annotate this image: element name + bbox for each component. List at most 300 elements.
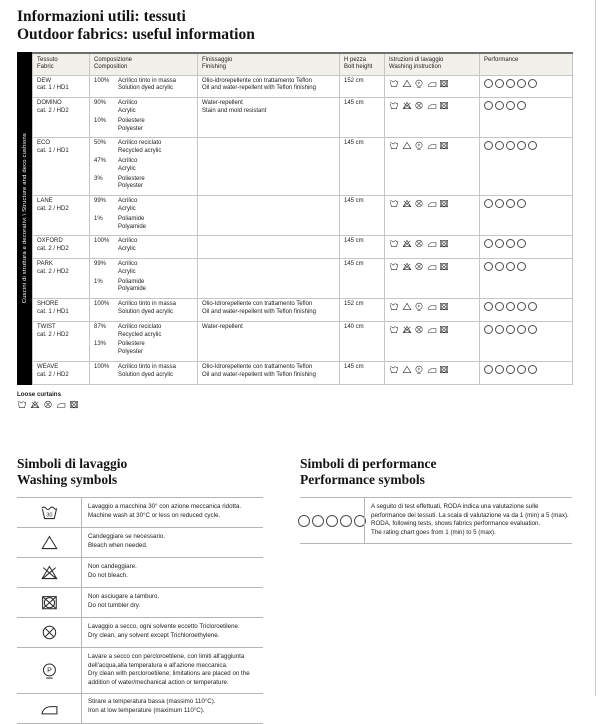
composition-names [118,176,193,192]
rating-circle-icon [495,325,504,334]
composition-cell [90,321,198,361]
bolt-height-cell: 145 cm [340,138,385,196]
composition-item [94,341,193,357]
washing-symbol-icon-cell [17,558,81,587]
performance-rating [484,324,568,334]
wash-icon [389,262,399,271]
rating-circle-icon [517,365,526,374]
no-tumble-icon [439,365,449,374]
category-side-label [17,52,32,385]
washing-instruction-cell [385,98,480,138]
dryclean-x-icon [414,262,424,271]
performance-cell [480,258,573,298]
performance-symbols-heading-en: Performance symbols [300,472,425,488]
wash-icon [389,302,399,311]
fabric-category: cat. 1 / HD1 [37,148,69,155]
dryclean-p-icon [40,662,59,679]
performance-rating [484,301,568,311]
composition-item [94,140,193,156]
no-tumble-icon [439,101,449,110]
rating-circle-icon [528,325,537,334]
performance-symbols-heading [300,456,572,488]
composition-en: Polyamide [118,286,147,293]
no-tumble-icon [439,325,449,334]
fabric-category: cat. 2 / HD2 [37,268,69,275]
composition-names [118,216,193,232]
rating-circle-icon [312,515,324,527]
iron-icon [427,365,437,374]
composition-item [94,158,193,174]
performance-symbols-heading-it: Simboli di performance [300,456,437,471]
washing-icons [389,198,475,208]
composition-cell [90,361,198,384]
composition-it: Acrilico reciclato [118,140,162,147]
page-title-it: Informazioni utili: tessuti [17,8,186,25]
finishing-line: Oil and water-repellent with Teflon finishing [202,85,316,92]
no-tumble-icon [439,199,449,208]
composition-it: Acrilico [118,157,138,164]
fabric-category: cat. 2 / HD2 [37,371,69,378]
iron-icon [427,79,437,88]
finishing-line: Oil and water-repellent with Teflon finishing [202,308,316,315]
bleach-icon [402,365,412,374]
no-tumble-icon [439,302,449,311]
finishing-cell [198,196,340,236]
composition-it: Acrilico tinto in massa [118,363,177,370]
washing-symbol-text-cell [81,648,263,692]
loose-curtains-label: Loose curtains [17,390,62,398]
performance-symbols-list [300,497,572,543]
composition-item [94,78,193,94]
composition-it: Poliestere [118,341,145,348]
performance-cell [480,299,573,322]
composition-item [94,261,193,277]
washing-symbol-text-en: Iron at low temperature (maximum 110°C). [88,706,205,714]
washing-symbol-text-cell [81,498,263,527]
rating-circle-icon [484,325,493,334]
iron-icon [427,302,437,311]
washing-symbol-text-it: Lavaggio a secco, ogni solvente eccetto Tricloroetilene. [88,622,240,630]
no-bleach-icon [30,400,40,409]
performance-rating [484,238,568,248]
composition-en: Solution dyed acrylic [118,308,174,315]
composition-percent: 87% [94,323,107,330]
composition-it: Acrilico [118,260,138,267]
iron-icon [427,262,437,271]
composition-item [94,301,193,317]
finishing-cell [198,299,340,322]
performance-symbol-icon-cell [300,498,364,542]
composition-cell [90,138,198,196]
fabric-name: OXFORD [37,238,63,245]
washing-symbol-text-en: Machine wash at 30°C or less on reduced cycle. [88,511,221,519]
fabric-table [32,52,573,385]
rating-circle-icon [517,325,526,334]
washing-symbol-row [17,557,263,587]
fabric-row-shore [33,299,573,322]
fabric-row-domino [33,98,573,138]
bolt-height-cell: 152 cm [340,299,385,322]
composition-percent: 100% [94,77,110,84]
rating-circle-icon [484,199,493,208]
no-tumble-icon [439,141,449,150]
performance-cell [480,75,573,98]
fabric-row-park [33,258,573,298]
dryclean-x-icon [414,239,424,248]
rating-circle-icon [506,302,515,311]
composition-cell [90,75,198,98]
finishing-line: Water-repellent [202,323,243,330]
composition-cell [90,236,198,259]
composition-en: Polyester [118,125,144,132]
rating-circle-icon [484,141,493,150]
composition-en: Acrylic [118,165,136,172]
wash-icon [17,400,27,409]
washing-instruction-cell [385,299,480,322]
washing-symbol-text-cell [81,558,263,587]
composition-percent: 90% [94,100,107,107]
performance-rating [484,78,568,88]
dryclean-p-icon [414,79,424,88]
column-header-en: Finishing [202,64,227,71]
washing-symbol-icon-cell [17,528,81,557]
rating-circle-icon [495,79,504,88]
composition-names [118,279,193,295]
finishing-cell [198,258,340,298]
washing-instruction-cell [385,196,480,236]
fabric-name: WEAVE [37,363,59,370]
fabric-table-block [17,52,573,385]
wash-icon [389,325,399,334]
composition-percent: 10% [94,117,107,124]
composition-en: Recycled acrylic [118,331,162,338]
composition-item [94,216,193,232]
fabric-row-dew [33,75,573,98]
washing-symbols-heading [17,456,263,488]
no-bleach-icon [40,564,59,581]
column-header [90,53,198,75]
svg-text:30: 30 [45,512,53,519]
performance-cell [480,138,573,196]
rating-circle-icon [484,302,493,311]
rating-circle-icon [506,141,515,150]
column-header [198,53,340,75]
no-tumble-icon [439,262,449,271]
composition-percent: 100% [94,363,110,370]
composition-en: Polyester [118,183,144,190]
rating-circle-icon [484,365,493,374]
washing-symbol-text-cell [81,588,263,617]
fabric-category: cat. 1 / HD1 [37,85,69,92]
composition-percent: 99% [94,260,107,267]
wash-icon [389,79,399,88]
rating-circle-icon [517,199,526,208]
washing-instruction-cell [385,321,480,361]
wash-icon [389,101,399,110]
composition-cell [90,258,198,298]
rating-circle-icon [326,515,338,527]
dryclean-x-icon [43,400,53,409]
composition-en: Acrylic [118,107,136,114]
composition-names [118,238,193,254]
no-tumble-icon [439,239,449,248]
fabric-row-twist [33,321,573,361]
finishing-cell [198,321,340,361]
finishing-cell [198,98,340,138]
composition-en: Acrylic [118,205,136,212]
iron-icon [427,141,437,150]
loose-curtains-icons [17,400,573,409]
wash-icon [389,141,399,150]
washing-symbols-list [17,497,263,723]
fabric-name-cell [33,138,90,196]
rating-circle-icon [298,515,310,527]
fabric-name: PARK [37,260,53,267]
fabric-name: TWIST [37,323,56,330]
no-tumble-icon [69,400,79,409]
column-header-en: Washing instruction [389,64,442,71]
performance-rating [484,364,568,374]
iron-icon [427,101,437,110]
composition-it: Acrilico reciclato [118,323,162,330]
fabric-name-cell [33,236,90,259]
composition-en: Solution dyed acrylic [118,85,174,92]
rating-circle-icon [517,302,526,311]
performance-symbol-text-cell [364,498,572,542]
bolt-height-cell: 152 cm [340,75,385,98]
composition-names [118,140,193,156]
composition-item [94,364,193,380]
dryclean-p-icon [414,141,424,150]
main-content [17,52,573,409]
washing-symbol-text-en: Do not tumbler dry. [88,601,141,609]
composition-item [94,100,193,116]
finishing-line: Oil and water-repellent with Teflon finishing [202,371,316,378]
composition-it: Poliamide [118,215,145,222]
performance-rating [484,261,568,271]
composition-item [94,176,193,192]
performance-cell [480,236,573,259]
dryclean-x-icon [414,325,424,334]
composition-names [118,78,193,94]
rating-circle-icon [528,141,537,150]
rating-scale-icon [298,514,366,527]
fabric-name-cell [33,258,90,298]
washing-symbol-text-en: Do not bleach. [88,571,128,579]
fabric-row-lane [33,196,573,236]
dryclean-x-icon [414,101,424,110]
washing-icons [389,364,475,374]
rating-circle-icon [528,302,537,311]
fabric-name-cell [33,98,90,138]
composition-en: Acrylic [118,246,136,253]
washing-symbol-text-it: Lavare a secco con percloroetilene, con limiti all'aggiunta dell'acqua,alla temperatura e all'azione meccanica. [88,652,245,669]
washing-symbol-text-it: Non candeggiare. [88,562,137,570]
performance-cell [480,361,573,384]
fabric-category: cat. 2 / HD2 [37,331,69,338]
rating-circle-icon [506,262,515,271]
column-header-it: H pezza [344,56,367,63]
washing-icons [389,238,475,248]
column-header [340,53,385,75]
washing-icons [389,78,475,88]
bolt-height-cell: 145 cm [340,98,385,138]
composition-cell [90,196,198,236]
finishing-line: Olio-idrorepellente con trattamento Teflon [202,77,312,84]
washing-symbol-row [17,647,263,692]
bolt-height-cell: 145 cm [340,361,385,384]
composition-percent: 1% [94,215,103,222]
washing-symbols-heading-it: Simboli di lavaggio [17,456,128,471]
finishing-line: Water-repellent [202,100,243,107]
column-header-it: Finissaggio [202,56,233,63]
composition-percent: 3% [94,175,103,182]
washing-symbol-icon-cell [17,618,81,647]
performance-cell [480,98,573,138]
composition-names [118,261,193,277]
composition-percent: 100% [94,301,110,308]
composition-en: Recycled acrylic [118,148,162,155]
column-header-en: Bolt height [344,64,373,71]
bleach-icon [402,79,412,88]
rating-circle-icon [528,365,537,374]
washing-instruction-cell [385,75,480,98]
fabric-name-cell [33,361,90,384]
washing-instruction-cell [385,138,480,196]
composition-it: Acrilico [118,198,138,205]
washing-symbol-icon-cell [17,648,81,692]
performance-symbol-row [300,497,572,542]
no-bleach-icon [402,325,412,334]
bolt-height-cell: 145 cm [340,236,385,259]
page-title [17,8,255,45]
washing-symbol-text-cell [81,694,263,723]
composition-it: Poliamide [118,278,145,285]
composition-names [118,100,193,116]
washing-symbol-row [17,617,263,647]
washing-icons [389,261,475,271]
rating-circle-icon [495,262,504,271]
column-header-en: Fabric [37,64,54,71]
no-bleach-icon [402,101,412,110]
performance-symbol-text-line: RODA, following tests, shows fabrics performance evaluation. [371,520,541,528]
rating-circle-icon [340,515,352,527]
fabric-name: LANE [37,198,53,205]
composition-names [118,324,193,340]
fabric-category: cat. 2 / HD2 [37,246,69,253]
iron-icon [40,700,59,717]
svg-text:P: P [417,143,421,148]
bolt-height-cell: 145 cm [340,196,385,236]
composition-percent: 47% [94,157,107,164]
fabric-row-eco [33,138,573,196]
composition-it: Acrilico [118,238,138,245]
bolt-height-cell: 145 cm [340,258,385,298]
wash-icon [389,365,399,374]
no-bleach-icon [402,199,412,208]
washing-symbol-row [17,587,263,617]
composition-en: Polyamide [118,223,147,230]
composition-it: Acrilico tinto in massa [118,77,177,84]
fabric-name-cell [33,75,90,98]
fabric-name: DOMINO [37,100,62,107]
performance-cell [480,321,573,361]
performance-rating [484,198,568,208]
bleach-icon [402,302,412,311]
washing-symbol-text-it: Candeggiare se necessario. [88,532,166,540]
fabric-table-body [33,75,573,384]
washing-symbol-row [17,497,263,527]
fabric-name-cell [33,299,90,322]
washing-icons [389,100,475,110]
finishing-cell [198,75,340,98]
rating-circle-icon [506,199,515,208]
dryclean-x-icon [414,199,424,208]
page-title-en: Outdoor fabrics: useful information [17,26,255,44]
column-header-it: Composizione [94,56,133,63]
washing-symbol-icon-cell [17,498,81,527]
washing-symbol-text-en: Dry clean with percloroetilene; limitations are placed on the addition of water/mechanical action or temperature. [88,670,250,687]
fabric-name-cell [33,196,90,236]
washing-symbol-text-en: Dry clean, any solvent except Trichloroethylene. [88,631,220,639]
bleach-icon [402,141,412,150]
column-header-it: Performance [484,56,519,63]
svg-text:P: P [417,81,421,86]
rating-circle-icon [517,239,526,248]
washing-icons [389,140,475,150]
no-tumble-icon [40,594,59,611]
rating-circle-icon [517,141,526,150]
washing-instruction-cell [385,258,480,298]
composition-en: Acrylic [118,268,136,275]
rating-circle-icon [517,262,526,271]
bleach-icon [40,534,59,551]
dryclean-p-icon [414,365,424,374]
fabric-row-oxford [33,236,573,259]
composition-en: Solution dyed acrylic [118,371,174,378]
performance-symbol-text-line: A seguito di test effettuati, RODA indica una valutazione sulle performance dei tessuti. La scala di valutazione va da 1 (min) a 5 (max). [371,502,569,519]
column-header [480,53,573,75]
composition-item [94,198,193,214]
column-header-en [484,64,568,72]
rating-circle-icon [495,199,504,208]
rating-circle-icon [495,365,504,374]
washing-symbol-row [17,527,263,557]
rating-circle-icon [484,239,493,248]
finishing-line: Olio-Idrorepellente con trattamento Teflon [202,363,313,370]
dryclean-x-icon [40,624,59,641]
column-header-it: Istruzioni di lavaggio [389,56,444,63]
composition-en: Polyester [118,349,144,356]
no-tumble-icon [439,79,449,88]
washing-symbol-row [17,693,263,723]
composition-percent: 50% [94,140,107,147]
composition-names [118,118,193,134]
composition-percent: 13% [94,341,107,348]
washing-instruction-cell [385,236,480,259]
column-header [33,53,90,75]
finishing-line: Olio-Idrorepellente con trattamento Teflon [202,301,313,308]
rating-circle-icon [506,101,515,110]
washing-symbols-heading-en: Washing symbols [17,472,118,488]
rating-circle-icon [495,101,504,110]
wash-icon [389,199,399,208]
performance-symbols-section [300,456,572,544]
fabric-category: cat. 2 / HD2 [37,107,69,114]
composition-cell [90,98,198,138]
no-bleach-icon [402,239,412,248]
fabric-table-head [33,53,573,75]
